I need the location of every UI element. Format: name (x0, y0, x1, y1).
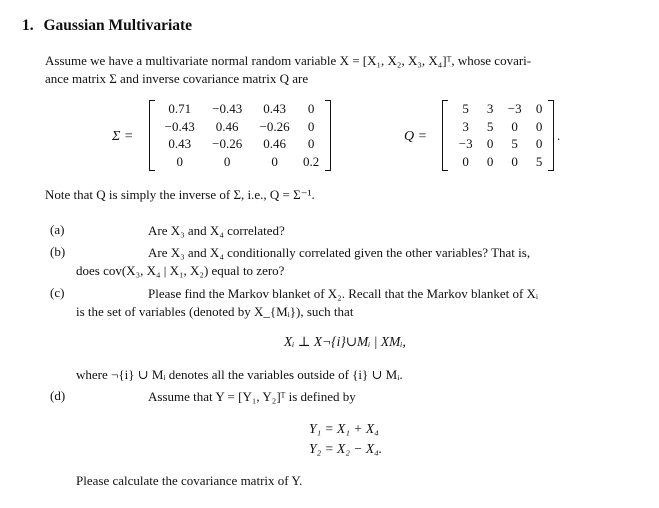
sigma-cell: 0 (223, 153, 231, 169)
q-cell: 3 (486, 101, 494, 116)
sigma-cell: −0.26 (259, 118, 290, 134)
q-matrix-period: . (557, 128, 561, 143)
question-b-line-1: Are X₃ and X₄ conditionally correlated given the other variables? That is, (148, 245, 531, 260)
sigma-cell: 0.46 (215, 118, 239, 134)
q-cell: 0 (535, 118, 543, 134)
q-cell: 0 (511, 118, 518, 134)
question-d-closing: Please calculate the covariance matrix of Y. (76, 473, 303, 488)
y1-equation: Y₁ = X₁ + X₄ (309, 421, 379, 436)
q-row (449, 153, 547, 171)
q-cell: 5 (486, 118, 494, 134)
sigma-row (156, 153, 324, 171)
note-text: Note that Q is simply the inverse of Σ, i.e., Q = Σ⁻¹. (45, 187, 315, 202)
question-c-line-3: where ¬{i} ∪ Mᵢ denotes all the variables outside of {i} ∪ Mᵢ. (76, 367, 403, 382)
q-cell: 0 (535, 101, 543, 116)
sigma-cell: 0 (307, 101, 315, 116)
sigma-cell: −0.43 (164, 118, 195, 134)
sigma-matrix-table (156, 100, 324, 170)
q-cell: 0 (511, 153, 518, 169)
sigma-cell: 0 (307, 118, 315, 134)
markov-blanket-formula: Xᵢ ⊥ X¬{i}∪Mᵢ | XMᵢ, (284, 334, 406, 349)
sigma-cell: 0 (176, 153, 183, 169)
sigma-cell: 0.43 (168, 136, 192, 151)
q-cell: 0 (535, 136, 543, 151)
question-c-label: (c) (50, 285, 65, 300)
sigma-row (156, 135, 324, 153)
problem-heading (22, 17, 192, 35)
q-cell: 3 (462, 118, 469, 134)
question-a-label: (a) (50, 222, 65, 237)
sigma-cell: 0.71 (168, 101, 192, 116)
q-cell: −3 (507, 101, 522, 116)
y2-equation: Y₂ = X₂ − X₄. (309, 441, 383, 456)
sigma-row (156, 118, 324, 136)
q-row (449, 118, 547, 136)
sigma-cell: −0.43 (212, 101, 243, 116)
sigma-matrix (149, 100, 331, 171)
sigma-cell: 0.43 (263, 101, 286, 116)
q-label: Q = (404, 129, 428, 144)
sigma-label: Σ = (112, 129, 134, 144)
question-a-text: Are X₃ and X₄ correlated? (148, 223, 285, 238)
sigma-cell: 0.46 (263, 136, 286, 151)
q-cell: 0 (462, 153, 469, 169)
q-row (449, 100, 547, 118)
intro-line-1: Assume we have a multivariate normal random variable X = [X₁, X₂, X₃, X₄]ᵀ, whose covari- (45, 53, 532, 68)
q-cell: 5 (535, 153, 543, 169)
q-cell: 5 (511, 136, 518, 151)
sigma-cell: 0 (271, 153, 278, 169)
q-cell: 5 (462, 101, 469, 116)
sigma-cell: 0.2 (303, 153, 320, 169)
sigma-row (156, 100, 324, 118)
question-d-label: (d) (50, 388, 66, 403)
question-c-line-2: is the set of variables (denoted by X_{Mᵢ}), such that (76, 304, 354, 319)
q-matrix (442, 100, 554, 171)
question-b-line-2: does cov(X₃, X₄ | X₁, X₂) equal to zero? (76, 263, 285, 278)
q-cell: −3 (458, 136, 473, 151)
sigma-cell: 0 (307, 136, 315, 151)
q-cell: 0 (486, 136, 494, 151)
sigma-cell: −0.26 (212, 136, 243, 151)
q-matrix-table (449, 100, 547, 170)
problem-title: Gaussian Multivariate (43, 17, 193, 34)
q-row (449, 135, 547, 153)
question-c-line-1: Please find the Markov blanket of X₂. Recall that the Markov blanket of Xᵢ (148, 286, 539, 301)
problem-number: 1. (22, 17, 34, 34)
question-d-line-1: Assume that Y = [Y₁, Y₂]ᵀ is defined by (148, 389, 356, 404)
question-b-label: (b) (50, 244, 66, 259)
intro-line-2: ance matrix Σ and inverse covariance matrix Q are (45, 71, 309, 86)
q-cell: 0 (486, 153, 494, 169)
